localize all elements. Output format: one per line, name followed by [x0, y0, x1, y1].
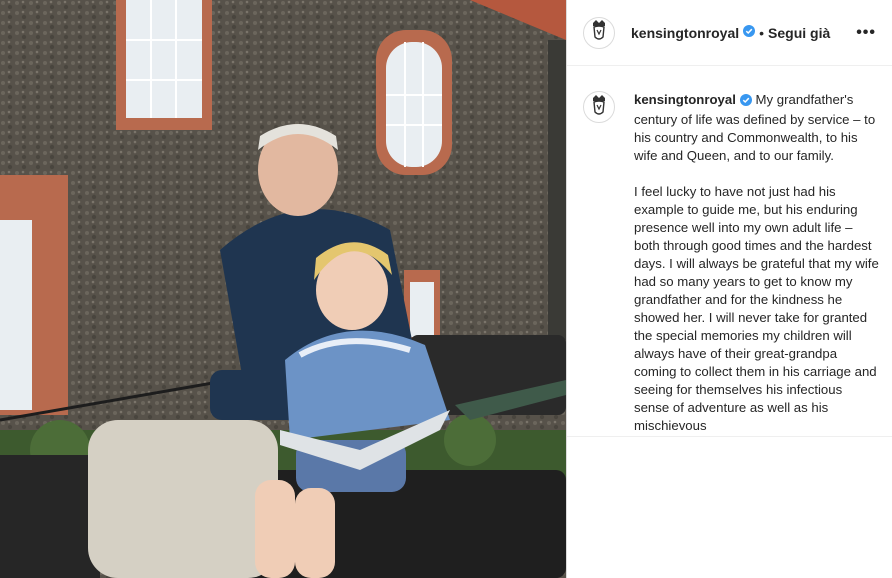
- follow-status-button[interactable]: Segui già: [768, 24, 831, 41]
- header-separator: •: [759, 24, 765, 41]
- royal-crest-icon: [589, 19, 609, 46]
- account-username[interactable]: kensingtonroyal: [631, 24, 740, 41]
- post-header: [567, 0, 892, 66]
- post-caption: [634, 91, 883, 435]
- more-options-icon[interactable]: •••: [856, 23, 876, 41]
- verified-badge-icon: [743, 24, 755, 42]
- caption-paragraph-2: I feel lucky to have not just had his example to guide me, but his enduring presence well into my own adult life – both through good times and the hardest days. I will always be grateful that my wife had so many years to get to know my grandfather and for the kindness he showed her. I will never take for granted the special memories my children will always have of their great-grandpa coming to collect them in his carriage and seeing for themselves his infectious sense of adventure as well as his mischievous: [634, 184, 883, 433]
- caption-paragraph-1: [634, 91, 879, 165]
- caption-text-1: My grandfather's century of life was defined by service – to his country and Commonwealth, to his wife and Queen, and to our family.: [634, 92, 879, 163]
- post-side-panel: [566, 0, 892, 578]
- account-avatar[interactable]: [583, 17, 615, 49]
- caption-area: [567, 67, 892, 437]
- caption-username[interactable]: kensingtonroyal: [634, 92, 736, 107]
- caption-avatar[interactable]: [583, 91, 615, 123]
- verified-badge-icon: [740, 93, 752, 111]
- royal-crest-icon: [589, 94, 609, 121]
